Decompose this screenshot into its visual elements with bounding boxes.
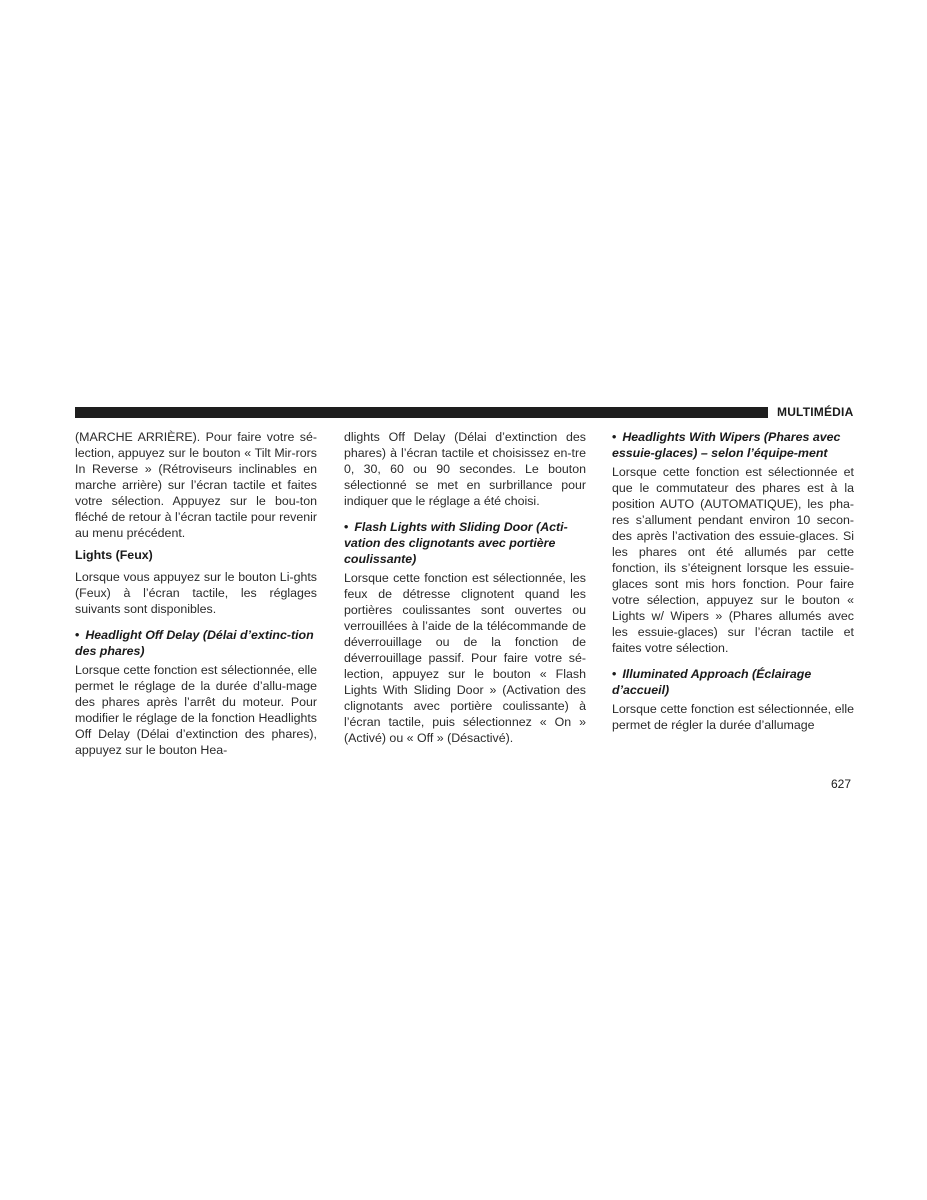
bullet-icon: • (344, 520, 349, 534)
paragraph-flash-lights: Lorsque cette fonction est sélectionnée, les feux de détresse clignotent quand les portières coulissantes sont ouvertes ou verrouillées à l’aide de la télécommande de déverrouillage ou de la fonction de déverrouillage passif. Pour faire votre sé-lection, appuyez sur le bouton « Flash Lights With Sliding Door » (Activation des clignotants avec portière coulissante) à l’écran tactile, puis sélectionnez « On » (Activé) ou « Off » (Désactivé). (344, 571, 586, 745)
bullet-heading-text: Flash Lights with Sliding Door (Acti-vation des clignotants avec portière coulissante) (344, 520, 568, 566)
page-number: 627 (831, 777, 852, 791)
bullet-heading-illuminated-approach (612, 666, 854, 698)
paragraph-intro: (MARCHE ARRIÈRE). Pour faire votre sé-lection, appuyez sur le bouton « Tilt Mir-rors In Reverse » (Rétroviseurs inclinables en marche arrière) sur l’écran tactile et faites votre sélection. Appuyez sur le bou-ton fléché de retour à l’écran tactile pour revenir au menu précédent. (75, 430, 317, 540)
column-3 (612, 429, 854, 739)
bullet-heading-text: Headlights With Wipers (Phares avec essuie-glaces) – selon l’équipe-ment (612, 430, 841, 460)
bullet-heading-text: Illuminated Approach (Éclairage d’accueil) (612, 667, 812, 697)
paragraph-headlights-wipers: Lorsque cette fonction est sélectionnée et que le commutateur des phares est à la position AUTO (AUTOMATIQUE), les pha-res s’allument pendant environ 10 secon-des après l’activation des essuie-glaces. Si les phares ont été allumés par cette fonction, ils s’éteignent lorsque les essuie-glaces sont mis hors fonction. Pour faire votre sélection, appuyez sur le bouton « Lights w/ Wipers » (Phares allumés avec les essuie-glaces) sur l’écran tactile et faites votre sélection. (612, 465, 854, 655)
paragraph-illuminated-approach: Lorsque cette fonction est sélectionnée, elle permet de régler la durée d’allumage (612, 702, 854, 732)
paragraph-continued: dlights Off Delay (Délai d’extinction des phares) à l’écran tactile et choisissez en-tre 0, 30, 60 ou 90 secondes. Le bouton sélectionné se met en surbrillance pour indiquer que le réglage a été choisi. (344, 430, 586, 508)
bullet-heading-headlights-wipers (612, 429, 854, 461)
lights-heading: Lights (Feux) (75, 548, 153, 562)
section-title: MULTIMÉDIA (777, 405, 854, 419)
bullet-heading-flash-lights (344, 519, 586, 567)
section-header-bar (75, 407, 768, 418)
column-1 (75, 429, 317, 764)
column-2 (344, 429, 586, 752)
paragraph-lights: Lorsque vous appuyez sur le bouton Li-ghts (Feux) à l’écran tactile, les réglages suivants sont disponibles. (75, 570, 317, 616)
bullet-icon: • (612, 667, 617, 681)
bullet-icon: • (612, 430, 617, 444)
paragraph-headlight-off-delay: Lorsque cette fonction est sélectionnée, elle permet le réglage de la durée d’allu-mage des phares après l’arrêt du moteur. Pour modifier le réglage de la fonction Headlights Off Delay (Délai d’extinction des phares), appuyez sur le bouton Hea- (75, 663, 317, 757)
bullet-icon: • (75, 628, 80, 642)
bullet-heading-headlight-off-delay (75, 627, 317, 659)
bullet-heading-text: Headlight Off Delay (Délai d’extinc-tion des phares) (75, 628, 314, 658)
